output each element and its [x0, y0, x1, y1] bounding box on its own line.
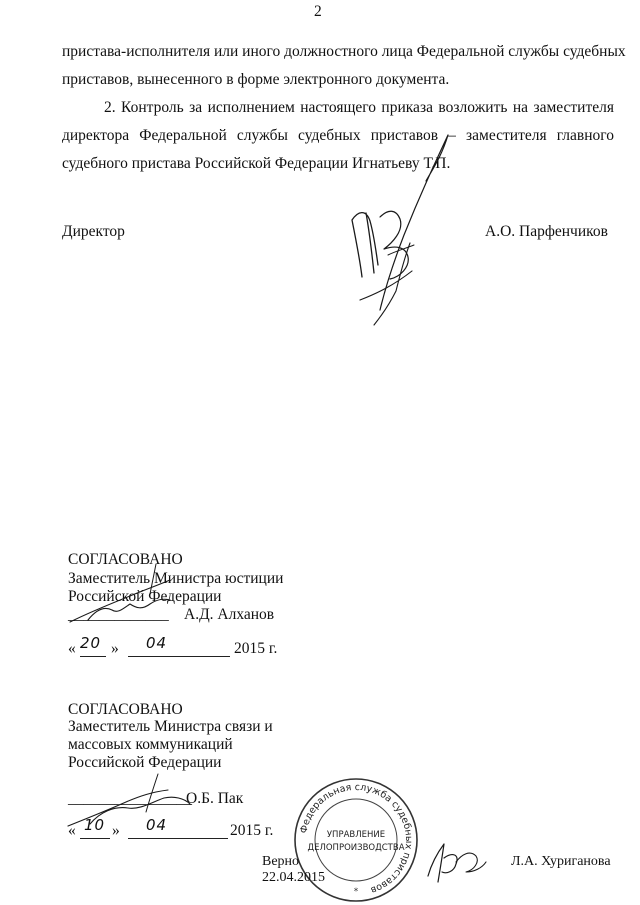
- approval-2-signature: [60, 768, 200, 838]
- certification-label: Верно: [262, 854, 300, 869]
- approval-2-date-open: «: [68, 822, 76, 839]
- director-name: А.О. Парфенчиков: [485, 223, 608, 240]
- approval-1-signature: [60, 560, 200, 630]
- director-title: Директор: [62, 223, 125, 240]
- approval-2-position-line-3: Российской Федерации: [68, 754, 222, 771]
- approval-2-date-month[interactable]: 04: [146, 816, 168, 834]
- approval-1-date-day-underline: [80, 656, 106, 657]
- approval-1-signature-line: _____________: [68, 606, 169, 623]
- approval-1-date-year: 2015 г.: [234, 640, 278, 657]
- approval-2-date-month-underline: [128, 838, 228, 839]
- paragraph-2-line-3: судебного пристава Российской Федерации Игнатьеву Т.П.: [62, 155, 451, 172]
- approval-1-date-month[interactable]: 04: [146, 634, 168, 652]
- certification-date: 22.04.2015: [262, 870, 325, 885]
- approval-1-position-line-2: Российской Федерации: [68, 588, 222, 605]
- body-line-2: приставов, вынесенного в форме электронного документа.: [62, 71, 450, 88]
- certification-signature: [420, 832, 490, 892]
- approval-1-position-line-1: Заместитель Министра юстиции: [68, 570, 284, 587]
- approval-1-name: А.Д. Алханов: [184, 606, 275, 623]
- approval-2-date-close: »: [112, 822, 120, 839]
- director-signature: [330, 125, 480, 340]
- approval-2-signature-line: ________________: [68, 790, 192, 807]
- stamp-star: *: [353, 887, 359, 897]
- paragraph-2-line-2: директора Федеральной службы судебных приставов – заместителя главного: [62, 127, 614, 144]
- approval-1-date-day[interactable]: 20: [80, 634, 102, 652]
- stamp-ring-text: Федеральная служба судебных приставов: [298, 781, 415, 896]
- approval-1-date-open: «: [68, 640, 76, 657]
- page-number: 2: [314, 3, 322, 20]
- approval-2-date-year: 2015 г.: [230, 822, 274, 839]
- approval-2-date-day-underline: [80, 838, 110, 839]
- approval-2-date-day[interactable]: 10: [84, 816, 106, 834]
- approval-2-position-line-2: массовых коммуникаций: [68, 736, 233, 753]
- certification-name: Л.А. Хуриганова: [511, 854, 611, 869]
- approval-1-date-month-underline: [128, 656, 230, 657]
- approval-2-position-line-1: Заместитель Министра связи и: [68, 718, 273, 735]
- approval-1-heading: СОГЛАСОВАНО: [68, 551, 183, 568]
- paragraph-2-line-1: 2. Контроль за исполнением настоящего приказа возложить на заместителя: [104, 99, 614, 116]
- approval-2-heading: СОГЛАСОВАНО: [68, 701, 183, 718]
- stamp-inner-line-2: ДЕЛОПРОИЗВОДСТВА: [307, 843, 405, 853]
- approval-2-name: О.Б. Пак: [186, 790, 244, 807]
- stamp-inner-line-1: УПРАВЛЕНИЕ: [326, 830, 386, 840]
- body-line-1: пристава-исполнителя или иного должностного лица Федеральной службы судебных: [62, 43, 626, 60]
- approval-1-date-close: »: [111, 640, 119, 657]
